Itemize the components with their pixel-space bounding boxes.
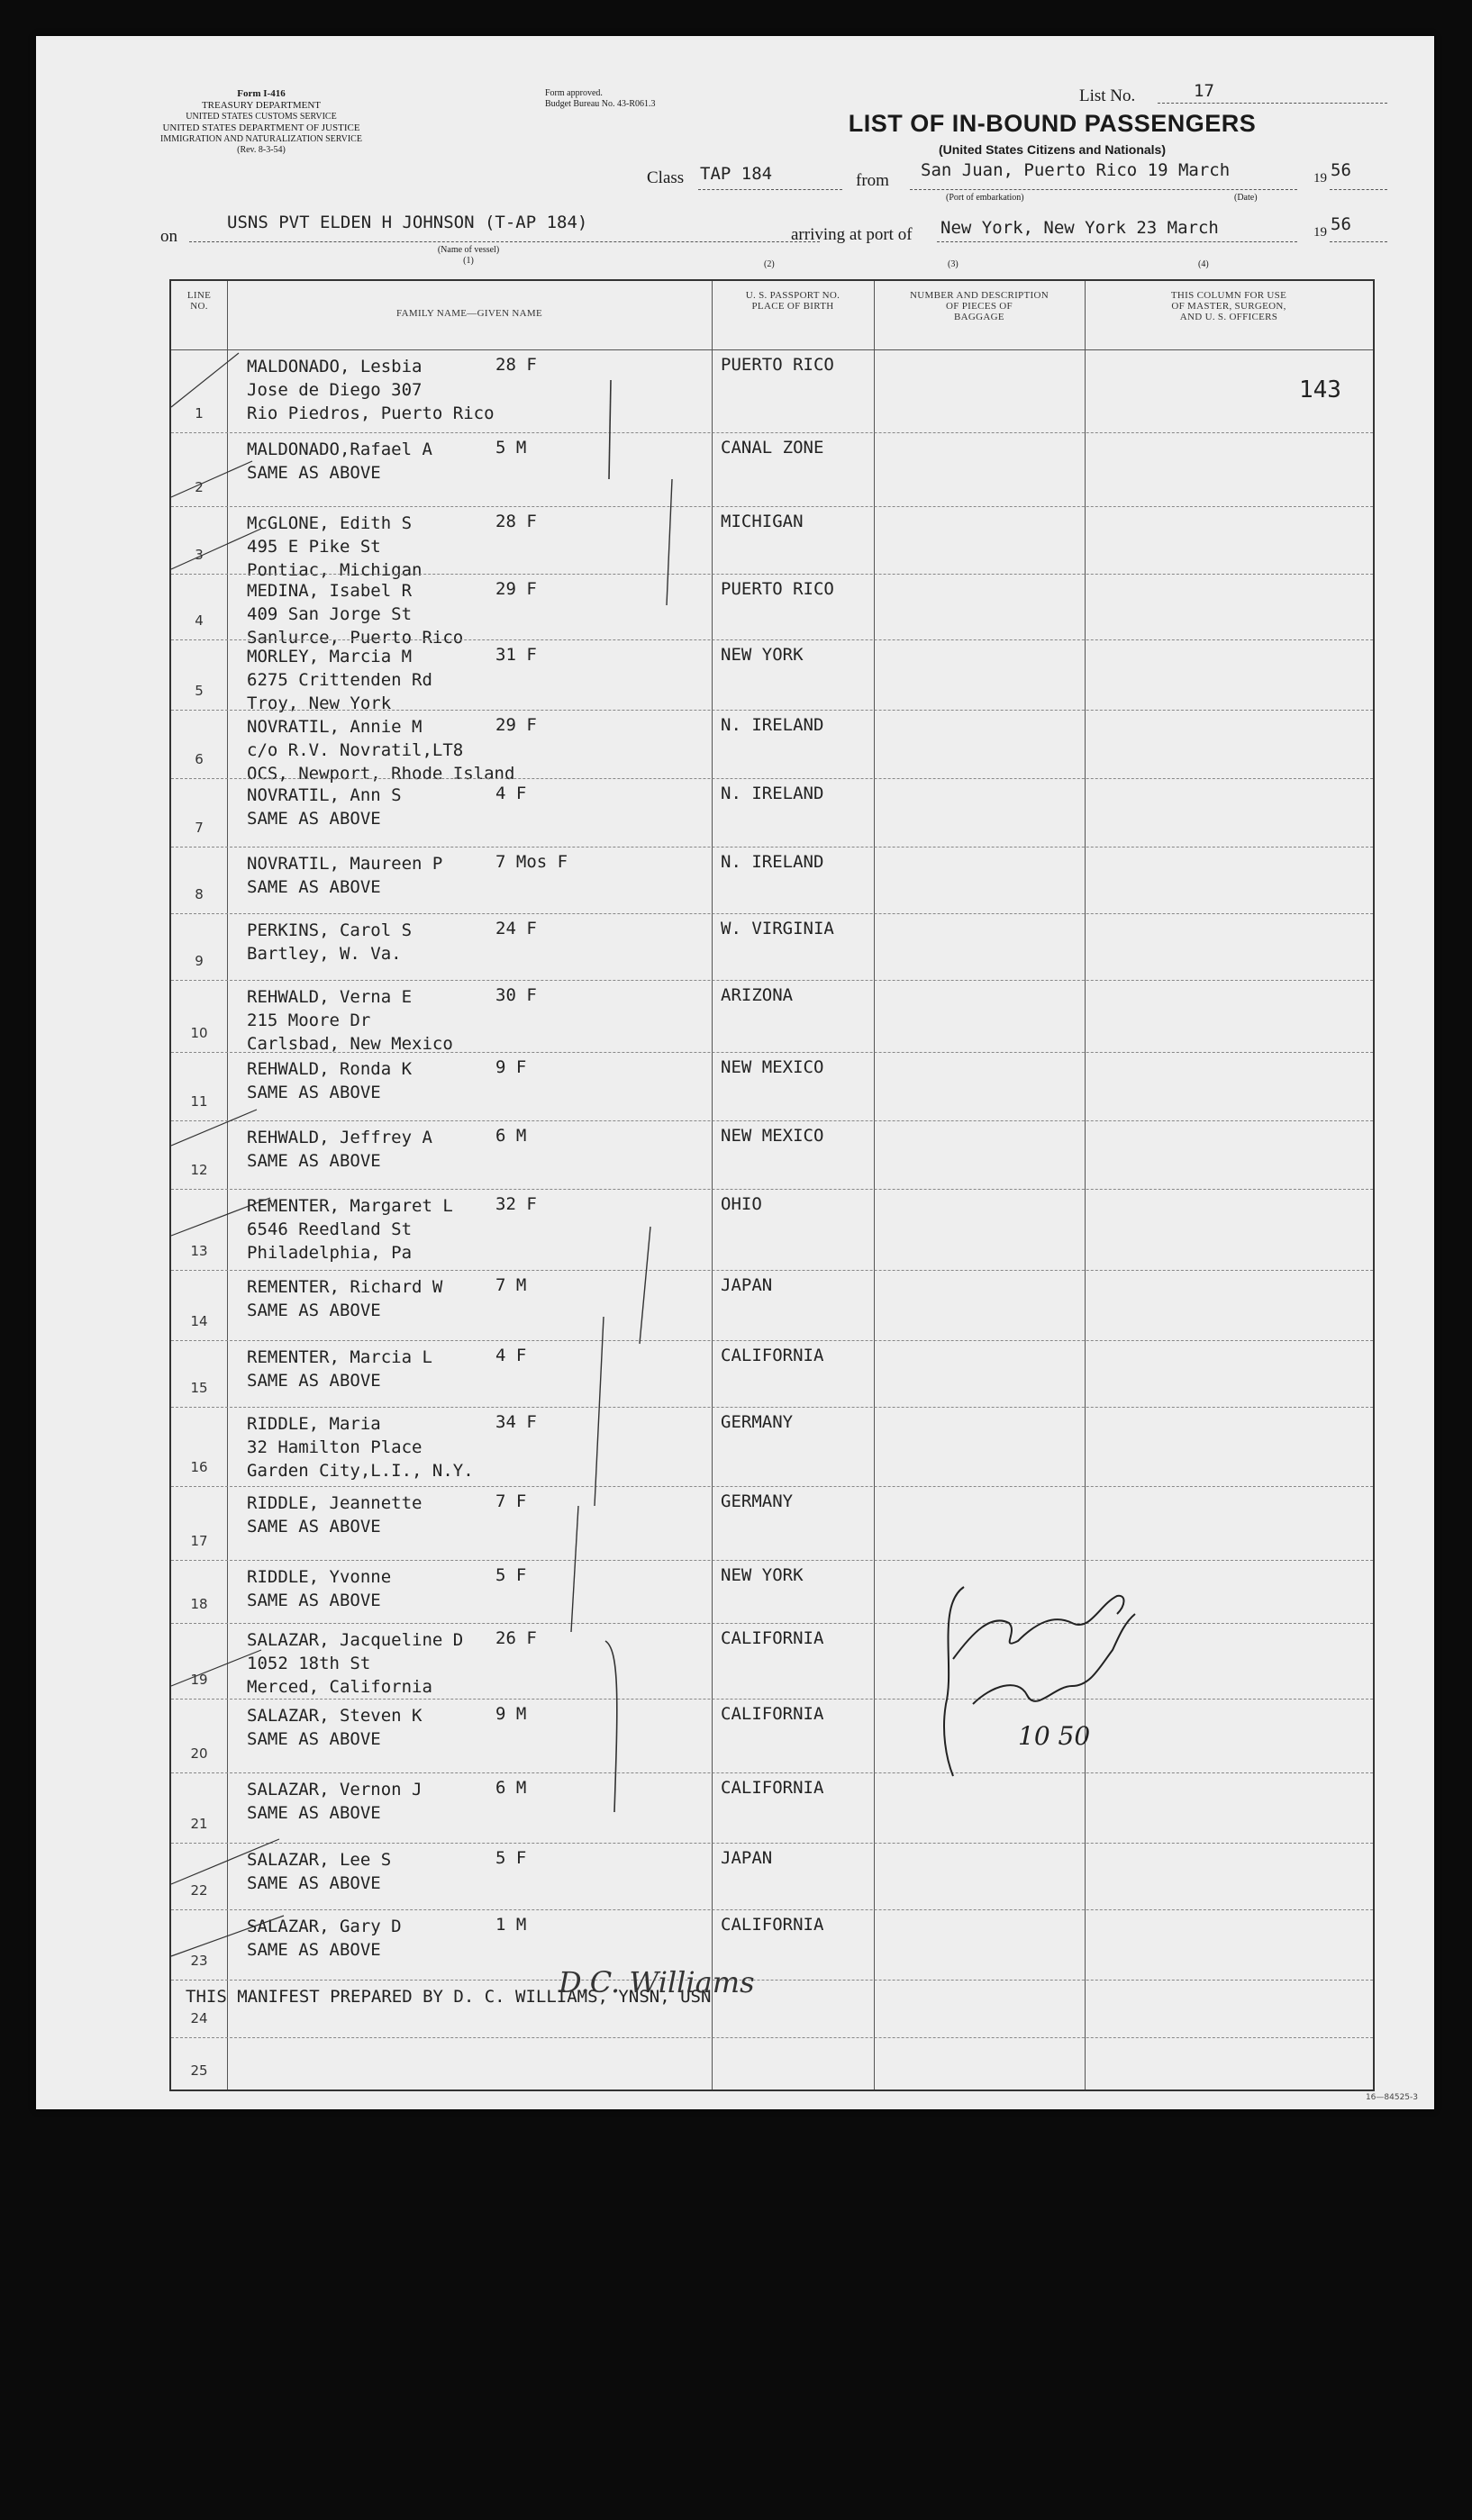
form-code: 16—84525-3: [1365, 2093, 1418, 2102]
line-number: 10: [190, 1025, 208, 1041]
line-number: 6: [195, 751, 204, 767]
page-number: 143: [1299, 376, 1341, 403]
customs-service: UNITED STATES CUSTOMS SERVICE: [186, 112, 337, 122]
passenger-name: REHWALD, Jeffrey A SAME AS ABOVE: [247, 1128, 432, 1171]
place-of-birth: NEW MEXICO: [721, 1057, 824, 1077]
caption-3: (3): [948, 259, 959, 269]
passenger-age-sex: 29 F: [495, 715, 537, 735]
treasury-dept: TREASURY DEPARTMENT: [201, 100, 322, 111]
place-of-birth: GERMANY: [721, 1412, 794, 1432]
passenger-age-sex: 5 F: [495, 1848, 527, 1868]
class-value: TAP 184: [700, 164, 773, 184]
passenger-age-sex: 24 F: [495, 919, 537, 938]
passenger-name: REHWALD, Verna E 215 Moore Dr Carlsbad, New Mexico: [247, 987, 453, 1054]
list-number: 17: [1194, 81, 1214, 101]
year-prefix-1: 19: [1313, 171, 1327, 186]
passenger-name: SALAZAR, Vernon J SAME AS ABOVE: [247, 1780, 423, 1823]
arriving-label: arriving at port of: [791, 225, 913, 244]
passenger-name: MORLEY, Marcia M 6275 Crittenden Rd Troy, New York: [247, 647, 432, 713]
line-number: 22: [190, 1882, 208, 1899]
line-number: 16: [190, 1459, 208, 1475]
ins-service: IMMIGRATION AND NATURALIZATION SERVICE: [160, 134, 362, 144]
arrival-port: New York, New York 23 March: [940, 218, 1219, 238]
line-number: 19: [190, 1672, 208, 1688]
line-number: 2: [195, 479, 204, 495]
approval-block: [545, 88, 656, 110]
line-number: 5: [195, 683, 204, 699]
passenger-age-sex: 9 M: [495, 1704, 527, 1724]
officer-signature: [883, 1551, 1171, 1821]
vessel-caption: (Name of vessel) (1): [437, 245, 500, 266]
passenger-name: PERKINS, Carol S Bartley, W. Va.: [247, 920, 413, 964]
line-number: 17: [190, 1533, 208, 1549]
place-of-birth: W. VIRGINIA: [721, 919, 834, 938]
place-of-birth: JAPAN: [721, 1275, 773, 1295]
passenger-age-sex: 7 F: [495, 1491, 527, 1511]
passenger-age-sex: 9 F: [495, 1057, 527, 1077]
budget-bureau: Budget Bureau No. 43-R061.3: [545, 99, 656, 109]
place-of-birth: CALIFORNIA: [721, 1346, 824, 1365]
header-officers: THIS COLUMN FOR USE OF MASTER, SURGEON, AND U. S. OFFICERS: [1170, 290, 1287, 322]
list-number-label: List No.: [1079, 86, 1136, 105]
place-of-birth: N. IRELAND: [721, 784, 824, 803]
header-baggage: NUMBER AND DESCRIPTION OF PIECES OF BAGGAGE: [910, 290, 1049, 322]
place-of-birth: PUERTO RICO: [721, 579, 834, 599]
place-of-birth: ARIZONA: [721, 985, 794, 1005]
passenger-age-sex: 28 F: [495, 512, 537, 531]
place-of-birth: OHIO: [721, 1194, 762, 1214]
year-suffix-2: 56: [1331, 214, 1351, 234]
passenger-name: REMENTER, Margaret L 6546 Reedland St Philadelphia, Pa: [247, 1196, 453, 1263]
line-number: 23: [190, 1953, 208, 1969]
passenger-name: NOVRATIL, Maureen P SAME AS ABOVE: [247, 854, 443, 897]
caption-4: (4): [1198, 259, 1209, 269]
year-suffix-1: 56: [1331, 160, 1351, 180]
passenger-name: REMENTER, Richard W SAME AS ABOVE: [247, 1277, 443, 1320]
embark-caption: (Port of embarkation): [946, 193, 1024, 203]
agency-block: [153, 88, 369, 156]
passenger-name: REMENTER, Marcia L SAME AS ABOVE: [247, 1347, 432, 1391]
line-number: 9: [195, 953, 204, 969]
header-line-no: LINE NO.: [186, 290, 212, 312]
page-title: LIST OF IN-BOUND PASSENGERS: [848, 110, 1257, 137]
passenger-name: RIDDLE, Yvonne SAME AS ABOVE: [247, 1567, 392, 1610]
place-of-birth: NEW YORK: [721, 645, 804, 665]
place-of-birth: CALIFORNIA: [721, 1778, 824, 1798]
passenger-name: RIDDLE, Jeannette SAME AS ABOVE: [247, 1493, 423, 1536]
place-of-birth: PUERTO RICO: [721, 355, 834, 375]
passenger-age-sex: 7 M: [495, 1275, 527, 1295]
passenger-age-sex: 1 M: [495, 1915, 527, 1935]
place-of-birth: NEW YORK: [721, 1565, 804, 1585]
line-number: 11: [190, 1093, 208, 1110]
passenger-age-sex: 31 F: [495, 645, 537, 665]
line-number: 3: [195, 547, 204, 563]
revision: (Rev. 8-3-54): [237, 145, 286, 155]
preparer-signature: [559, 1956, 793, 2010]
passenger-name: NOVRATIL, Ann S SAME AS ABOVE: [247, 785, 402, 829]
passenger-age-sex: 34 F: [495, 1412, 537, 1432]
embarkation-port: San Juan, Puerto Rico 19 March: [921, 160, 1231, 180]
passenger-name: NOVRATIL, Annie M c/o R.V. Novratil,LT8 OCS, Newport, Rhode Island: [247, 717, 515, 784]
passenger-age-sex: 30 F: [495, 985, 537, 1005]
place-of-birth: CANAL ZONE: [721, 438, 824, 458]
line-number: 18: [190, 1596, 208, 1612]
place-of-birth: N. IRELAND: [721, 852, 824, 872]
passenger-name: MALDONADO, Lesbia Jose de Diego 307 Rio Piedros, Puerto Rico: [247, 357, 495, 423]
line-number: 12: [190, 1162, 208, 1178]
manifest-page: [36, 36, 1434, 2109]
line-number: 20: [190, 1745, 208, 1762]
line-number: 25: [190, 2062, 208, 2079]
passenger-name: McGLONE, Edith S 495 E Pike St Pontiac, Michigan: [247, 513, 423, 580]
place-of-birth: CALIFORNIA: [721, 1704, 824, 1724]
passenger-name: RIDDLE, Maria 32 Hamilton Place Garden City,L.I., N.Y.: [247, 1414, 474, 1481]
place-of-birth: NEW MEXICO: [721, 1126, 824, 1146]
passenger-age-sex: 4 F: [495, 1346, 527, 1365]
passenger-age-sex: 4 F: [495, 784, 527, 803]
passenger-age-sex: 29 F: [495, 579, 537, 599]
line-number: 1: [195, 405, 204, 422]
place-of-birth: CALIFORNIA: [721, 1915, 824, 1935]
passenger-age-sex: 6 M: [495, 1126, 527, 1146]
passenger-name: SALAZAR, Gary D SAME AS ABOVE: [247, 1917, 402, 1960]
passenger-age-sex: 5 M: [495, 438, 527, 458]
form-number: Form I-416: [237, 88, 286, 99]
passenger-age-sex: 5 F: [495, 1565, 527, 1585]
on-label: on: [160, 227, 177, 246]
justice-dept: UNITED STATES DEPARTMENT OF JUSTICE: [162, 122, 360, 133]
place-of-birth: CALIFORNIA: [721, 1628, 824, 1648]
line-number: 8: [195, 886, 204, 902]
date-caption: (Date): [1234, 193, 1258, 203]
passenger-age-sex: 32 F: [495, 1194, 537, 1214]
place-of-birth: JAPAN: [721, 1848, 773, 1868]
line-number: 15: [190, 1380, 208, 1396]
passenger-name: SALAZAR, Steven K SAME AS ABOVE: [247, 1706, 423, 1749]
vessel-name: USNS PVT ELDEN H JOHNSON (T-AP 184): [227, 213, 588, 232]
header-name: FAMILY NAME—GIVEN NAME: [396, 308, 542, 319]
passenger-name: SALAZAR, Lee S SAME AS ABOVE: [247, 1850, 392, 1893]
line-number: 21: [190, 1816, 208, 1832]
passenger-age-sex: 7 Mos F: [495, 852, 568, 872]
passenger-name: REHWALD, Ronda K SAME AS ABOVE: [247, 1059, 413, 1102]
caption-2: (2): [764, 259, 775, 269]
svg-text:D.C. Williams: D.C. Williams: [559, 1965, 755, 1999]
page-subtitle: (United States Citizens and Nationals): [938, 142, 1167, 157]
passenger-name: THIS MANIFEST PREPARED BY D. C. WILLIAMS, YNSN, USN: [186, 1987, 712, 2007]
passenger-table: [169, 279, 1375, 2091]
line-number: 4: [195, 612, 204, 629]
passenger-name: MEDINA, Isabel R 409 San Jorge St Sanlurce, Puerto Rico: [247, 581, 464, 648]
passenger-age-sex: 26 F: [495, 1628, 537, 1648]
from-label: from: [856, 171, 889, 190]
header-passport: U. S. PASSPORT NO. PLACE OF BIRTH: [745, 290, 840, 312]
form-approved: Form approved.: [545, 88, 603, 98]
class-label: Class: [647, 168, 685, 187]
line-number: 24: [190, 2010, 208, 2026]
place-of-birth: GERMANY: [721, 1491, 794, 1511]
check-marks: [171, 281, 1373, 2089]
place-of-birth: MICHIGAN: [721, 512, 804, 531]
officer-annotation: 10 50: [1018, 1721, 1091, 1751]
passenger-age-sex: 28 F: [495, 355, 537, 375]
passenger-age-sex: 6 M: [495, 1778, 527, 1798]
passenger-name: MALDONADO,Rafael A SAME AS ABOVE: [247, 440, 432, 483]
line-number: 14: [190, 1313, 208, 1329]
place-of-birth: N. IRELAND: [721, 715, 824, 735]
year-prefix-2: 19: [1313, 225, 1327, 240]
line-number: 7: [195, 820, 204, 836]
passenger-name: SALAZAR, Jacqueline D 1052 18th St Merced, California: [247, 1630, 464, 1697]
line-number: 13: [190, 1243, 208, 1259]
